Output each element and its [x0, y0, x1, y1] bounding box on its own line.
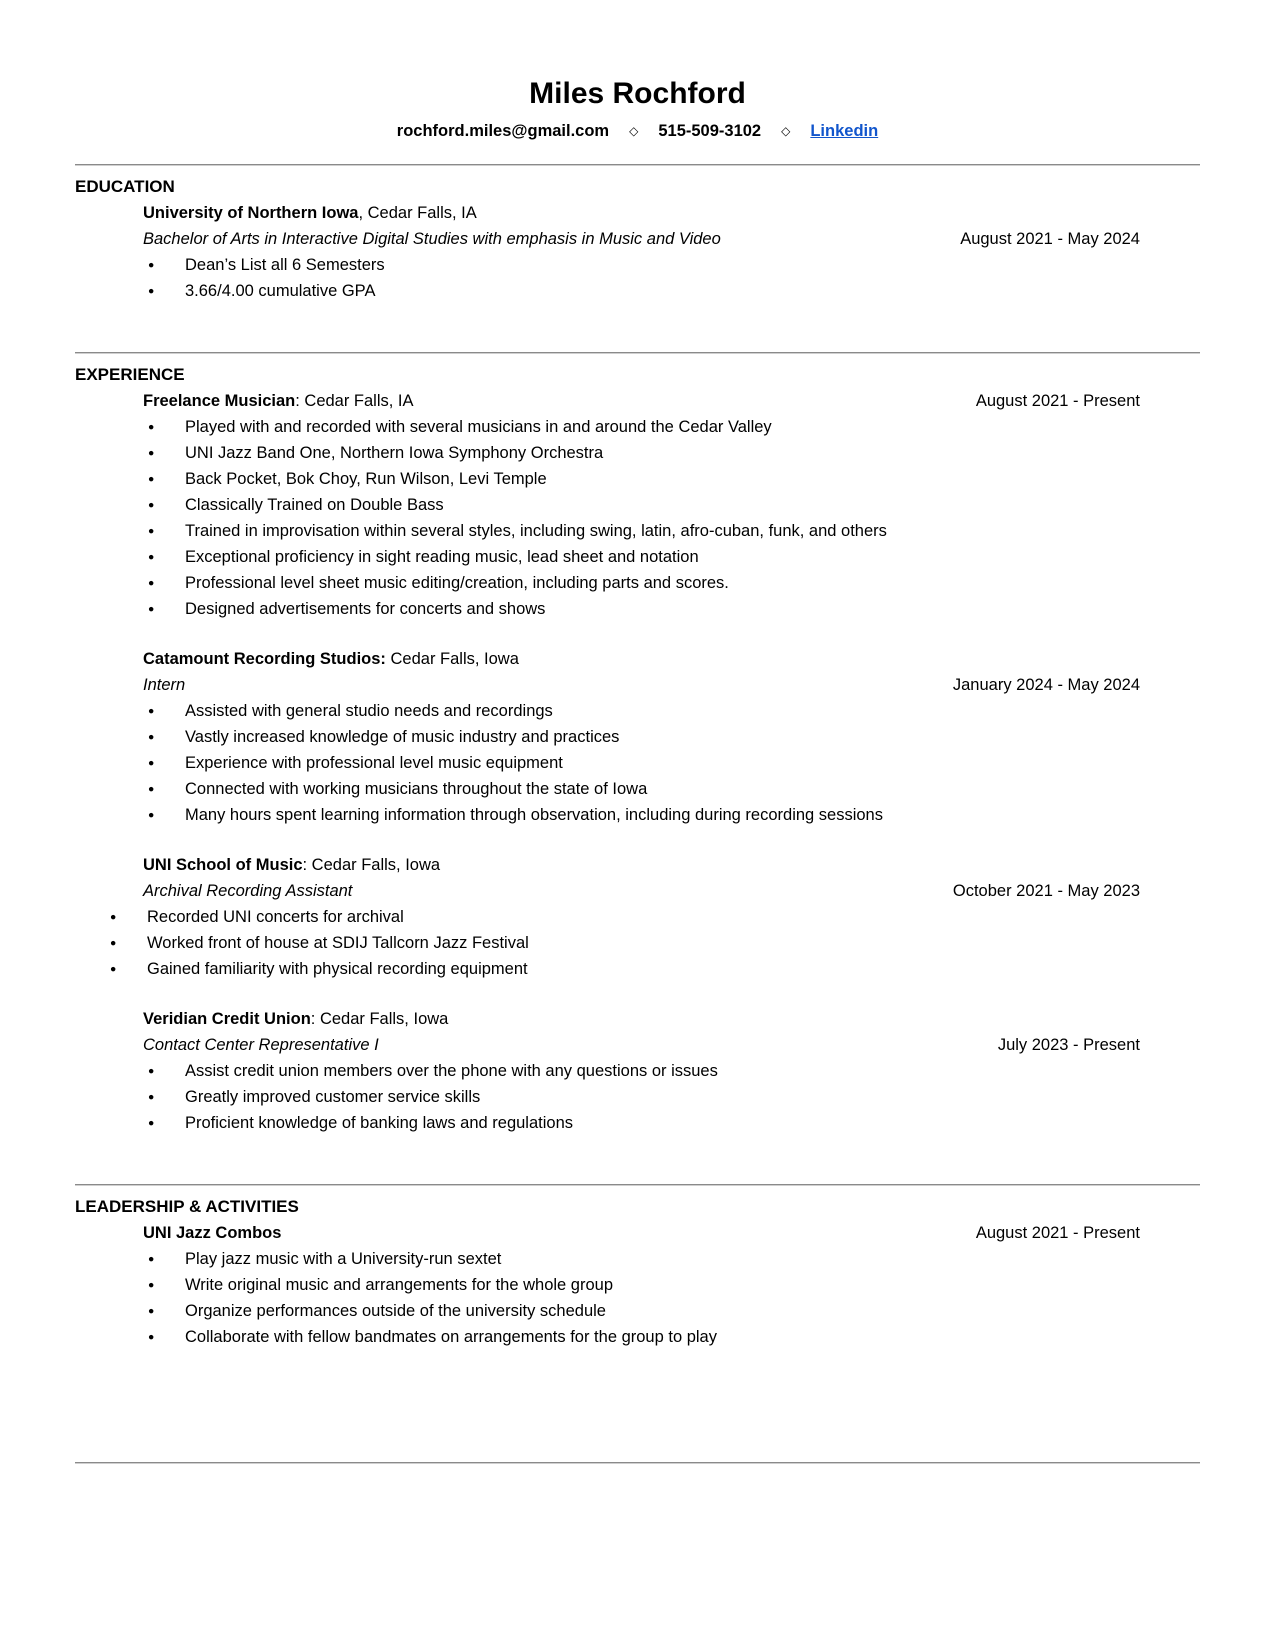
resume-name: Miles Rochford: [529, 77, 746, 110]
entry-header-line: [143, 1220, 1200, 1246]
section-title: EDUCATION: [75, 177, 175, 196]
section-divider: [75, 352, 1200, 354]
entry-org: UNI Jazz Combos: [143, 1224, 282, 1242]
entry-org: University of Northern Iowa, Cedar Falls, IA: [143, 204, 477, 222]
bullet-item: ● Exceptional proficiency in sight reading music, lead sheet and notation: [148, 544, 1200, 570]
entry-role-line: [143, 1032, 1200, 1058]
resume-entry: [143, 388, 1200, 622]
bullet-item: ● Trained in improvisation within several styles, including swing, latin, afro-cuban, funk, and others: [148, 518, 1200, 544]
entry-org: UNI School of Music: Cedar Falls, Iowa: [143, 856, 441, 874]
entry-header-line: [143, 200, 1200, 226]
entry-date: August 2021 - May 2024: [960, 230, 1140, 248]
bullet-item: ● Write original music and arrangements for the whole group: [148, 1272, 1200, 1298]
entry-header-line: [143, 646, 1200, 672]
contact-email: rochford.miles@gmail.com: [396, 122, 610, 140]
bullet-item: ● Assisted with general studio needs and recordings: [148, 698, 1200, 724]
bullet-item: ● Vastly increased knowledge of music industry and practices: [148, 724, 1200, 750]
bullet-item: ● Collaborate with fellow bandmates on arrangements for the group to play: [148, 1324, 1200, 1350]
bullet-item: ● 3.66/4.00 cumulative GPA: [148, 278, 1200, 304]
bullet-item: ● Professional level sheet music editing/creation, including parts and scores.: [148, 570, 1200, 596]
bullet-item: ● Recorded UNI concerts for archival: [110, 904, 1200, 930]
entry-bullets: [143, 904, 1200, 982]
entry-bullets: [143, 1058, 1200, 1136]
bullet-item: ● Dean’s List all 6 Semesters: [148, 252, 1200, 278]
resume-body: [75, 164, 1200, 1350]
bullet-item: ● Designed advertisements for concerts and shows: [148, 596, 1200, 622]
resume-entry: [143, 1220, 1200, 1350]
bullet-item: ● Connected with working musicians throughout the state of Iowa: [148, 776, 1200, 802]
bullet-item: ● Played with and recorded with several musicians in and around the Cedar Valley: [148, 414, 1200, 440]
entry-org: Freelance Musician: Cedar Falls, IA: [143, 392, 414, 410]
bullet-item: ● Experience with professional level music equipment: [148, 750, 1200, 776]
resume-entry: [143, 646, 1200, 828]
section-divider: [75, 1184, 1200, 1186]
bullet-item: ● Play jazz music with a University-run sextet: [148, 1246, 1200, 1272]
section-education: [75, 164, 1200, 304]
entry-date: October 2021 - May 2023: [952, 882, 1140, 900]
entry-role: Intern: [143, 676, 186, 694]
bullet-item: ● Assist credit union members over the phone with any questions or issues: [148, 1058, 1200, 1084]
entry-date: July 2023 - Present: [997, 1036, 1140, 1054]
bullet-item: ● Gained familiarity with physical recording equipment: [110, 956, 1200, 982]
section-divider: [75, 164, 1200, 166]
section-title: LEADERSHIP & ACTIVITIES: [75, 1197, 299, 1216]
entry-bullets: [143, 252, 1200, 304]
diamond-separator-icon: ◇: [629, 124, 639, 138]
entry-date: August 2021 - Present: [975, 392, 1140, 410]
resume-entry: [143, 200, 1200, 304]
entry-header-line: [143, 1006, 1200, 1032]
entry-bullets: [143, 1246, 1200, 1350]
bullet-item: ● Classically Trained on Double Bass: [148, 492, 1200, 518]
entry-role-line: [143, 878, 1200, 904]
entry-role-line: [143, 672, 1200, 698]
entry-org: Catamount Recording Studios: Cedar Falls, Iowa: [143, 650, 519, 668]
contact-phone: 515-509-3102: [658, 122, 762, 140]
section-experience: [75, 352, 1200, 1136]
bullet-item: ● Organize performances outside of the university schedule: [148, 1298, 1200, 1324]
diamond-separator-icon: ◇: [781, 124, 791, 138]
resume-entry: [143, 852, 1200, 982]
bullet-item: ● UNI Jazz Band One, Northern Iowa Symphony Orchestra: [148, 440, 1200, 466]
section-leadership: [75, 1184, 1200, 1350]
bullet-item: ● Greatly improved customer service skills: [148, 1084, 1200, 1110]
entry-role: Archival Recording Assistant: [143, 882, 353, 900]
entry-org: Veridian Credit Union: Cedar Falls, Iowa: [143, 1010, 449, 1028]
entry-role: Contact Center Representative I: [143, 1036, 379, 1054]
section-title: EXPERIENCE: [75, 365, 185, 384]
entry-bullets: [143, 698, 1200, 828]
entry-role: Bachelor of Arts in Interactive Digital Studies with emphasis in Music and Video: [143, 230, 721, 248]
entry-date: August 2021 - Present: [975, 1224, 1140, 1242]
bullet-item: ● Proficient knowledge of banking laws and regulations: [148, 1110, 1200, 1136]
entry-header-line: [143, 852, 1200, 878]
entry-role-line: [143, 226, 1200, 252]
contact-line: [75, 120, 1200, 142]
resume-entry: [143, 1006, 1200, 1136]
entry-bullets: [143, 414, 1200, 622]
linkedin-link[interactable]: Linkedin: [810, 122, 879, 140]
entry-date: January 2024 - May 2024: [952, 676, 1140, 694]
entry-header-line: [143, 388, 1200, 414]
bullet-item: ● Worked front of house at SDIJ Tallcorn Jazz Festival: [110, 930, 1200, 956]
bottom-divider: [75, 1462, 1200, 1464]
bullet-item: ● Many hours spent learning information through observation, including during recording sessions: [148, 802, 1200, 828]
bullet-item: ● Back Pocket, Bok Choy, Run Wilson, Levi Temple: [148, 466, 1200, 492]
